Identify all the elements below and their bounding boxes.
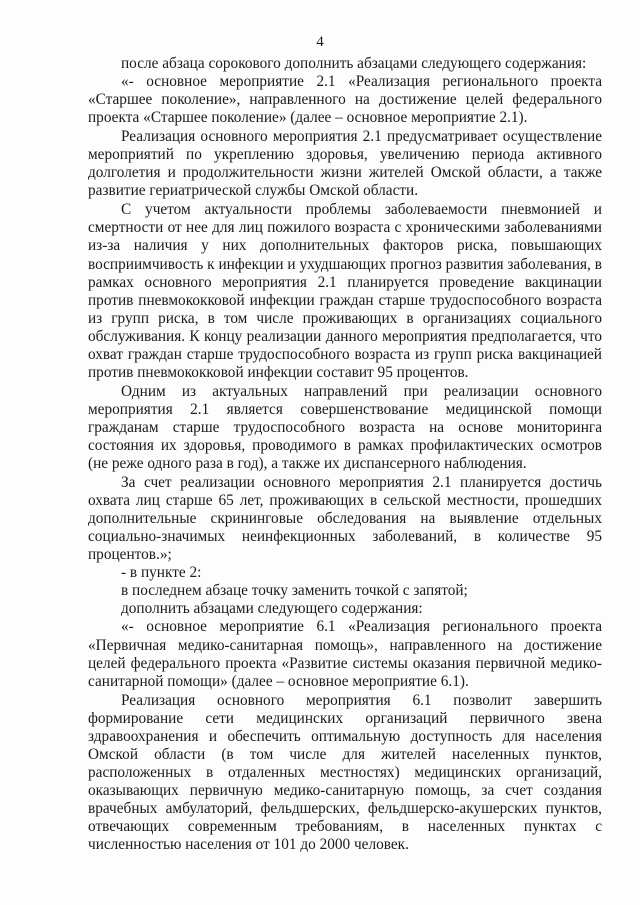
paragraph: Одним из актуальных направлений при реализации основного мероприятия 2.1 является совершенствование медицинской помощи гражданам старше трудоспособного возраста на основе мониторинга состояния их здоровья, проводимого в рамках профилактических осмотров (не реже одного раза в год), а также их диспансерного наблюдения. — [88, 382, 602, 473]
paragraph: «- основное мероприятие 6.1 «Реализация регионального проекта «Первичная медико-санитарная помощь», направленного на достижение целей федерального проекта «Развитие системы оказания первичной медико-санитарной помощи» (далее – основное мероприятие 6.1). — [88, 618, 602, 690]
paragraph: «- основное мероприятие 2.1 «Реализация регионального проекта «Старшее поколение», направленного на достижение целей федерального проекта «Старшее поколение» (далее – основное мероприятие 2.1). — [88, 73, 602, 127]
page-number: 4 — [316, 34, 324, 50]
paragraph: С учетом актуальности проблемы заболеваемости пневмонией и смертности от нее для лиц пожилого возраста с хроническими заболеваниями из-за наличия у них дополнительных факторов риска, повышающих восприимчивость к инфекции и ухудшающих прогноз развития заболевания, в рамках основного мероприятия 2.1 планируется проведение вакцинации против пневмококковой инфекции граждан старше трудоспособного возраста из групп риска, в том числе проживающих в организациях социального обслуживания. К концу реализации данного мероприятия предполагается, что охват граждан старше трудоспособного возраста из групп риска вакцинацией против пневмококковой инфекции составит 95 процентов. — [88, 201, 602, 381]
paragraph: За счет реализации основного мероприятия 2.1 планируется достичь охвата лиц старше 65 лет, проживающих в сельской местности, прошедших дополнительные скрининговые обследования на выявление отдельных социально-значимых неинфекционных заболеваний, в количестве 95 процентов.»; — [88, 474, 602, 564]
document-body — [88, 55, 602, 854]
paragraph: после абзаца сорокового дополнить абзацами следующего содержания: — [121, 55, 587, 72]
paragraph: дополнить абзацами следующего содержания: — [121, 600, 423, 618]
paragraph: в последнем абзаце точку заменить точкой с запятой; — [121, 582, 468, 600]
paragraph: Реализация основного мероприятия 2.1 предусматривает осуществление мероприятий по укреплению здоровья, увеличению периода активного долголетия и продолжительности жизни жителей Омской области, а также развитие гериатрической службы Омской области. — [88, 128, 602, 200]
paragraph: - в пункте 2: — [121, 564, 202, 582]
paragraph: Реализация основного мероприятия 6.1 позволит завершить формирование сети медицинских организаций первичного звена здравоохранения и обеспечить оптимальную доступность для населения Омской области (в том числе для жителей населенных пунктов, расположенных в отдаленных местностях) медицинских организаций, оказывающих первичную медико-санитарную помощь, за счет создания врачебных амбулаторий, фельдшерских, фельдшерско-акушерских пунктов, отвечающих современным требованиям, в населенных пунктах с численностью населения от 101 до 2000 человек. — [88, 691, 602, 854]
